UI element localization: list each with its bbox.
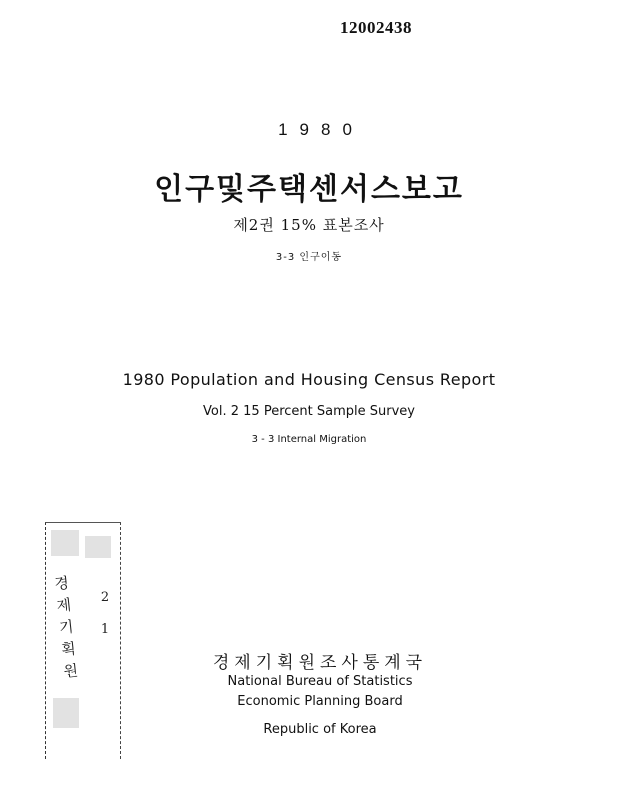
- part-english: 3 - 3 Internal Migration: [251, 434, 367, 445]
- part-korean: 3-3 인구이동: [275, 252, 343, 263]
- publisher-korean: 경제기획원조사통계국: [212, 653, 428, 673]
- stamp-smudge: [51, 530, 79, 556]
- stamp-margin-marks: [95, 582, 115, 646]
- stamp-handwriting: 경제기획원: [53, 573, 80, 681]
- volume-korean: 제2권 15% 표본조사: [233, 216, 385, 234]
- publisher-line-1: National Bureau of Statistics: [227, 674, 413, 689]
- document-id: 12002438: [340, 18, 412, 37]
- stamp-mark: 2: [100, 590, 110, 605]
- stamp-mark: 1: [100, 622, 110, 637]
- title-korean: 인구및주택센서스보고: [154, 172, 464, 207]
- stamp-smudge: [85, 536, 111, 558]
- library-stamp: [45, 522, 123, 762]
- publisher-country: Republic of Korea: [263, 722, 377, 737]
- year-korean: 1980: [278, 120, 364, 139]
- volume-english: Vol. 2 15 Percent Sample Survey: [203, 404, 415, 419]
- stamp-smudge: [53, 698, 79, 728]
- title-english: 1980 Population and Housing Census Report: [122, 370, 496, 389]
- publisher-line-2: Economic Planning Board: [237, 694, 403, 709]
